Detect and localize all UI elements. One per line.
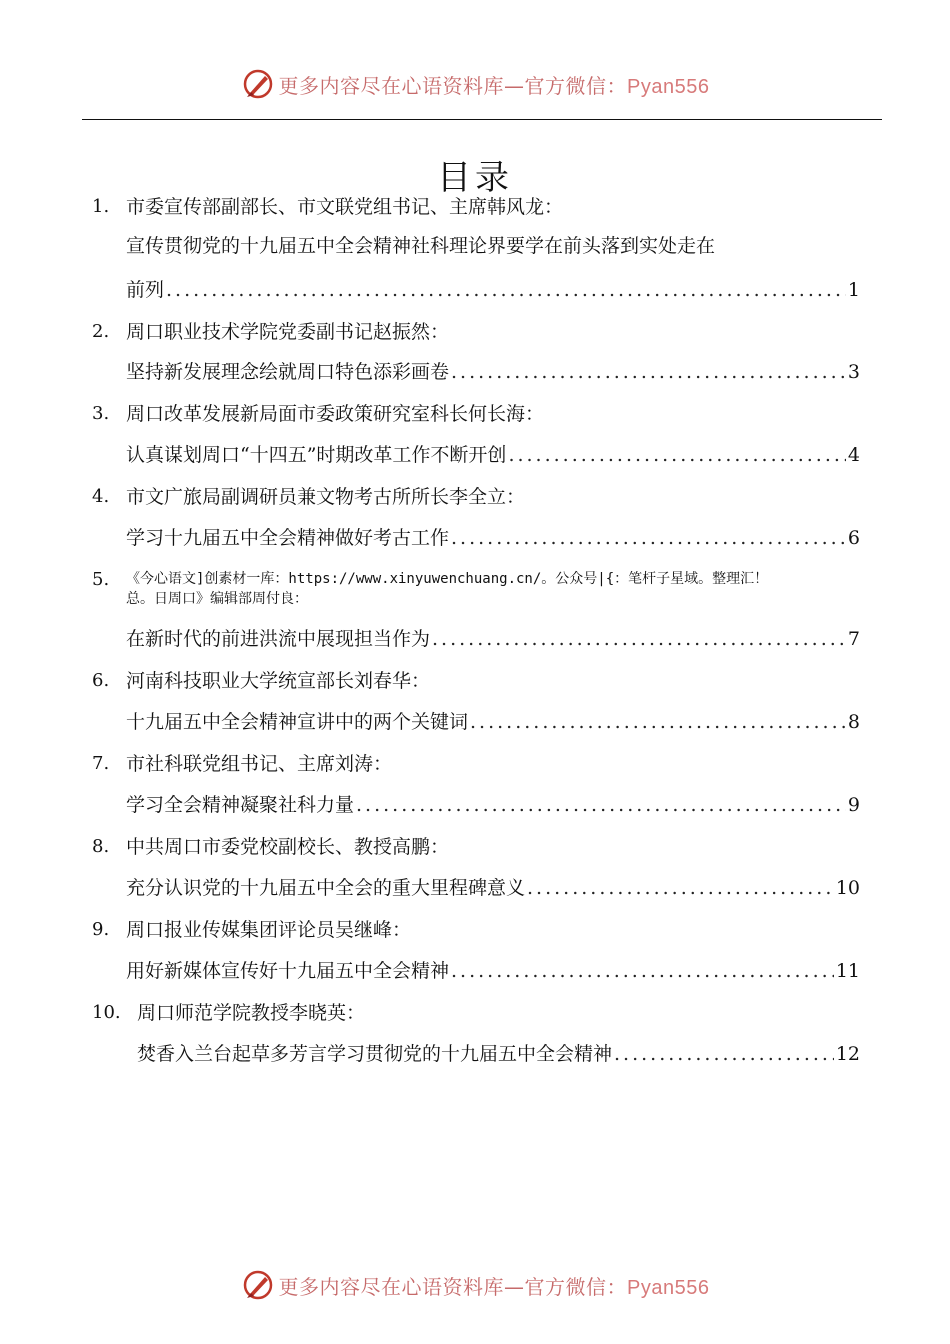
banner-text: 更多内容尽在心语资料库—官方微信：Pyan556 bbox=[278, 1274, 710, 1299]
toc-heading: 周口师范学院教授李晓英： bbox=[137, 1002, 366, 1024]
leader-dots bbox=[432, 627, 846, 651]
toc-entry[interactable] bbox=[137, 1042, 860, 1066]
toc-page: 3 bbox=[847, 361, 860, 383]
toc-page: 11 bbox=[835, 960, 860, 982]
toc-title: 在新时代的前进洪流中展现担当作为 bbox=[126, 628, 431, 650]
toc-title: 用好新媒体宣传好十九届五中全会精神 bbox=[126, 960, 450, 982]
toc-entry[interactable] bbox=[126, 959, 860, 983]
toc-heading: 周口改革发展新局面市委政策研究室科长何长海： bbox=[126, 403, 545, 425]
leader-dots bbox=[508, 443, 845, 467]
leader-dots bbox=[166, 278, 846, 302]
toc-heading: 市社科联党组书记、主席刘涛： bbox=[126, 753, 393, 775]
toc-heading: 中共周口市委党校副校长、教授高鹏： bbox=[126, 836, 450, 858]
leader-dots bbox=[356, 793, 846, 817]
leader-dots bbox=[527, 876, 834, 900]
toc-number: 7. bbox=[92, 753, 110, 774]
toc-number: 6. bbox=[92, 670, 110, 691]
leader-dots bbox=[451, 360, 846, 384]
toc-page: 12 bbox=[835, 1043, 860, 1065]
toc-heading-line-b: 总。日周口》编辑部周付良： bbox=[126, 591, 308, 607]
toc-page: 4 bbox=[847, 444, 860, 466]
toc-entry[interactable] bbox=[126, 627, 860, 651]
toc-title: 认真谋划周口“十四五”时期改革工作不断开创 bbox=[126, 444, 507, 466]
toc-page: 9 bbox=[847, 794, 860, 816]
toc-title: 十九届五中全会精神宣讲中的两个关键词 bbox=[126, 711, 469, 733]
toc-entry[interactable] bbox=[126, 278, 860, 302]
leader-dots bbox=[470, 710, 846, 734]
toc-heading: 河南科技职业大学统宣部长刘春华： bbox=[126, 670, 431, 692]
toc-title-line: 宣传贯彻党的十九届五中全会精神社科理论界要学在前头落到实处走在 bbox=[126, 235, 716, 257]
toc-entry[interactable] bbox=[126, 360, 860, 384]
footer-banner bbox=[0, 1265, 950, 1305]
leader-dots bbox=[451, 959, 834, 983]
toc-page: 8 bbox=[847, 711, 860, 733]
toc-entry[interactable] bbox=[126, 710, 860, 734]
toc-title: 充分认识党的十九届五中全会的重大里程碑意义 bbox=[126, 877, 526, 899]
toc-title: 焚香入兰台起草多芳言学习贯彻党的十九届五中全会精神 bbox=[137, 1043, 613, 1065]
toc-page: 6 bbox=[847, 527, 860, 549]
toc-number: 3. bbox=[92, 403, 110, 424]
toc-title: 学习十九届五中全会精神做好考古工作 bbox=[126, 527, 450, 549]
toc-number: 8. bbox=[92, 836, 110, 857]
toc-number: 2. bbox=[92, 321, 110, 342]
pen-logo-icon bbox=[241, 1268, 275, 1302]
toc-entry[interactable] bbox=[126, 443, 860, 467]
toc-number: 4. bbox=[92, 486, 110, 507]
toc-heading: 周口报业传媒集团评论员吴继峰： bbox=[126, 919, 412, 941]
toc-title: 前列 bbox=[126, 279, 165, 301]
toc-number: 5. bbox=[92, 569, 110, 590]
toc-title: 学习全会精神凝聚社科力量 bbox=[126, 794, 355, 816]
toc-heading: 市文广旅局副调研员兼文物考古所所长李全立： bbox=[126, 486, 526, 508]
toc-heading: 周口职业技术学院党委副书记赵振然： bbox=[126, 321, 450, 343]
toc-number: 1. bbox=[92, 196, 110, 217]
banner-text: 更多内容尽在心语资料库—官方微信：Pyan556 bbox=[278, 73, 710, 98]
banner-id: Pyan556 bbox=[627, 1276, 710, 1299]
banner-id: Pyan556 bbox=[627, 75, 710, 98]
leader-dots bbox=[614, 1042, 834, 1066]
toc-page: 7 bbox=[847, 628, 860, 650]
toc-entry[interactable] bbox=[126, 526, 860, 550]
leader-dots bbox=[451, 526, 846, 550]
toc-entry[interactable] bbox=[126, 876, 860, 900]
toc-entry[interactable] bbox=[126, 793, 860, 817]
toc-page: 10 bbox=[835, 877, 860, 899]
toc-number: 9. bbox=[92, 919, 110, 940]
toc-heading: 市委宣传部副部长、市文联党组书记、主席韩风龙： bbox=[126, 196, 564, 218]
toc-heading-line-a: 《今心语文]创素材一库：https://www.xinyuwenchuang.cn/。公众号|{：笔杆子星域。整理汇！ bbox=[126, 571, 769, 587]
toc-page: 1 bbox=[847, 279, 860, 301]
page-title: 目录 bbox=[437, 158, 513, 198]
toc-number: 10. bbox=[92, 1002, 121, 1023]
toc-title: 坚持新发展理念绘就周口特色添彩画卷 bbox=[126, 361, 450, 383]
